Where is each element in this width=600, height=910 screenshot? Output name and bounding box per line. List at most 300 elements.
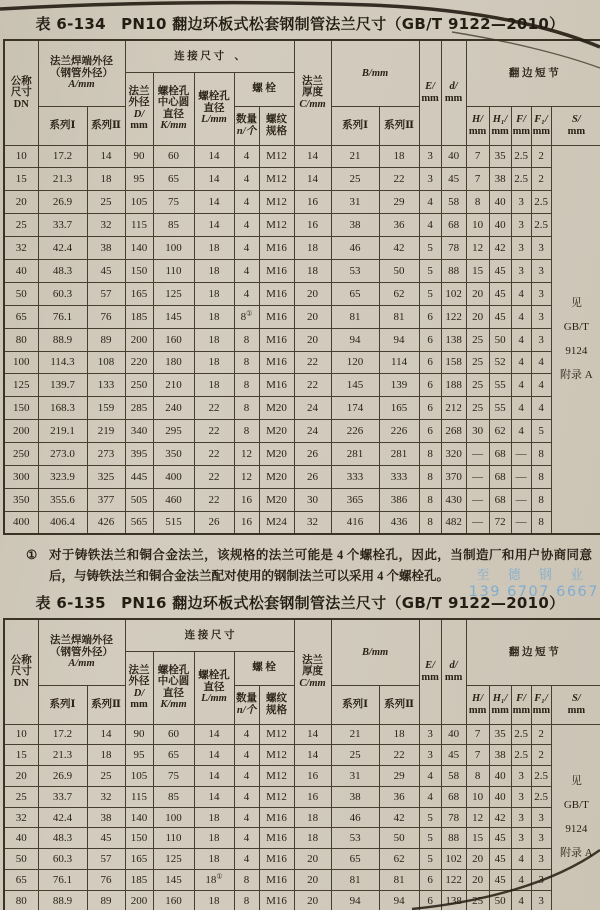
cell: 8: [419, 465, 441, 488]
column-header: 系列Ⅰ: [331, 685, 379, 724]
cell: M12: [259, 191, 294, 214]
cell: 40: [4, 259, 38, 282]
cell: 333: [379, 465, 419, 488]
table-row-dn-20: [4, 191, 600, 214]
cell: M12: [259, 145, 294, 168]
cell: 2.5: [531, 191, 551, 214]
cell: 4: [419, 214, 441, 237]
cell: 226: [379, 420, 419, 443]
cell: 60: [153, 724, 194, 745]
cell: 138: [441, 890, 466, 910]
cell: 4: [511, 890, 531, 910]
cell: 29: [379, 191, 419, 214]
cell: 48.3: [38, 259, 87, 282]
cell: —: [511, 443, 531, 466]
cell: 565: [125, 511, 153, 534]
cell: 22: [379, 745, 419, 766]
column-header: H₁/ mm: [489, 685, 511, 724]
column-header: H₁/ mm: [489, 106, 511, 145]
cell: 26: [194, 511, 234, 534]
cell: 18: [194, 282, 234, 305]
table-row-dn-150: [4, 397, 600, 420]
cell: 21: [331, 724, 379, 745]
cell: 416: [331, 511, 379, 534]
cell: 50: [379, 259, 419, 282]
cell: 68: [441, 786, 466, 807]
cell: 2: [531, 145, 551, 168]
cell: M12: [259, 724, 294, 745]
cell: 30: [294, 488, 331, 511]
cell: 25: [4, 786, 38, 807]
cell: 7: [466, 145, 489, 168]
cell: 81: [331, 305, 379, 328]
column-header: 法兰 厚度 C/mm: [294, 40, 331, 145]
cell: 25: [331, 745, 379, 766]
cell: 14: [194, 168, 234, 191]
cell: 76: [87, 305, 125, 328]
cell: 386: [379, 488, 419, 511]
cell: 4: [234, 214, 259, 237]
cell: 57: [87, 849, 125, 870]
column-header: 螺栓孔 中心圆 直径 K/mm: [153, 72, 194, 145]
column-header: 公称 尺寸 DN: [4, 619, 38, 724]
cell: 18: [194, 890, 234, 910]
cell: 60.3: [38, 282, 87, 305]
cell: 340: [125, 420, 153, 443]
table-row-dn-300: [4, 465, 600, 488]
cell: —: [466, 488, 489, 511]
table-row-dn-200: [4, 420, 600, 443]
cell: 3: [531, 828, 551, 849]
cell: 15: [4, 168, 38, 191]
cell: M12: [259, 745, 294, 766]
cell: 3: [531, 870, 551, 891]
cell: 40: [489, 214, 511, 237]
cell: 18: [294, 828, 331, 849]
column-header: 螺 栓: [234, 72, 294, 106]
cell: 45: [87, 259, 125, 282]
cell: 31: [331, 766, 379, 787]
cell: 8: [234, 870, 259, 891]
cell: 4: [531, 351, 551, 374]
cell: 4: [419, 191, 441, 214]
cell: 4: [511, 870, 531, 891]
cell: 18: [194, 374, 234, 397]
cell: 50: [379, 828, 419, 849]
cell: M16: [259, 807, 294, 828]
cell: 42: [379, 807, 419, 828]
cell: 2: [531, 168, 551, 191]
cell: 3: [511, 786, 531, 807]
column-header: H/ mm: [466, 106, 489, 145]
table-row-dn-50: [4, 282, 600, 305]
cell: M16: [259, 328, 294, 351]
column-header: E/ mm: [419, 619, 441, 724]
cell: 100: [153, 807, 194, 828]
cell: 2.5: [531, 766, 551, 787]
cell: 22: [194, 443, 234, 466]
cell: 400: [4, 511, 38, 534]
footnote-marker: ①: [26, 548, 38, 562]
cell: 185: [125, 870, 153, 891]
cell: 81: [331, 870, 379, 891]
cell: 18: [194, 828, 234, 849]
cell: M12: [259, 214, 294, 237]
cell: 210: [153, 374, 194, 397]
cell: 3: [531, 328, 551, 351]
cell: 2.5: [531, 214, 551, 237]
cell: 36: [379, 786, 419, 807]
cell: 158: [441, 351, 466, 374]
cell: 94: [331, 890, 379, 910]
cell: 14: [294, 145, 331, 168]
cell: 40: [441, 145, 466, 168]
cell: 16: [294, 191, 331, 214]
cell: 400: [153, 465, 194, 488]
cell: 110: [153, 259, 194, 282]
cell: 7: [466, 168, 489, 191]
cell: 3: [531, 259, 551, 282]
cell: 95: [125, 168, 153, 191]
table-row-dn-15: [4, 168, 600, 191]
cell: 7: [466, 724, 489, 745]
cell: 20: [294, 282, 331, 305]
cell: 8: [234, 420, 259, 443]
cell: 165: [125, 849, 153, 870]
cell: —: [511, 511, 531, 534]
cell: 18: [87, 745, 125, 766]
cell: 3: [511, 191, 531, 214]
cell: 355.6: [38, 488, 87, 511]
cell: 18: [294, 807, 331, 828]
cell: 188: [441, 374, 466, 397]
cell: 120: [331, 351, 379, 374]
cell: 22: [379, 168, 419, 191]
cell: 8: [531, 443, 551, 466]
cell: 32: [87, 786, 125, 807]
cell: 26.9: [38, 191, 87, 214]
table-row-dn-80: [4, 328, 600, 351]
cell: 325: [87, 465, 125, 488]
cell: 4: [234, 282, 259, 305]
cell: 38: [489, 168, 511, 191]
cell: 88.9: [38, 328, 87, 351]
cell: 53: [331, 828, 379, 849]
cell: 140: [125, 237, 153, 260]
cell: 55: [489, 397, 511, 420]
cell: 8: [234, 328, 259, 351]
cell: 18: [294, 237, 331, 260]
cell: 125: [153, 282, 194, 305]
cell: 6: [419, 890, 441, 910]
cell: 32: [87, 214, 125, 237]
cell: 29: [379, 766, 419, 787]
cell: 25: [466, 328, 489, 351]
column-header: 螺 栓: [234, 651, 294, 685]
cell: 3: [419, 168, 441, 191]
cell: 45: [87, 828, 125, 849]
cell: 6: [419, 374, 441, 397]
cell: 482: [441, 511, 466, 534]
column-header: 螺纹 规格: [259, 685, 294, 724]
cell: 14: [87, 724, 125, 745]
column-header: 公称 尺寸 DN: [4, 40, 38, 145]
cell: 114: [379, 351, 419, 374]
cell: 18: [194, 237, 234, 260]
cell: —: [466, 465, 489, 488]
cell: 200: [4, 420, 38, 443]
cell: 180: [153, 351, 194, 374]
cell: 68: [489, 443, 511, 466]
cell: 430: [441, 488, 466, 511]
cell: 88: [441, 259, 466, 282]
cell: 4: [511, 328, 531, 351]
cell: 30: [466, 420, 489, 443]
cell: 65: [4, 870, 38, 891]
cell: 4: [234, 259, 259, 282]
cell: 8: [531, 511, 551, 534]
cell: 333: [331, 465, 379, 488]
cell: 150: [4, 397, 38, 420]
cell: 4: [234, 168, 259, 191]
table1-title: 表 6-134 PN10 翻边环板式松套钢制管法兰尺寸（GB/T 9122—2010）: [35, 15, 565, 33]
cell: 94: [331, 328, 379, 351]
cell: 226: [331, 420, 379, 443]
cell: 3: [511, 237, 531, 260]
cell: 58: [441, 191, 466, 214]
cell: 10: [466, 786, 489, 807]
cell: 2: [531, 724, 551, 745]
cell: 80: [4, 328, 38, 351]
cell: 160: [153, 890, 194, 910]
cell: 4: [511, 305, 531, 328]
cell: 18: [379, 145, 419, 168]
cell: 14: [87, 145, 125, 168]
cell: 8: [234, 351, 259, 374]
cell: 18: [194, 849, 234, 870]
cell: 68: [441, 214, 466, 237]
cell: 35: [489, 724, 511, 745]
cell: 4: [511, 397, 531, 420]
cell: 3: [531, 890, 551, 910]
cell: 52: [489, 351, 511, 374]
cell: 65: [4, 305, 38, 328]
cell: M16: [259, 870, 294, 891]
cell: 105: [125, 191, 153, 214]
cell: 60: [153, 145, 194, 168]
cell: 18①: [194, 870, 234, 891]
cell: 212: [441, 397, 466, 420]
cell: 5: [531, 420, 551, 443]
column-header: F/ mm: [511, 106, 531, 145]
cell: 4: [234, 786, 259, 807]
table-row-dn-25: [4, 786, 600, 807]
cell: 159: [87, 397, 125, 420]
cell: 15: [466, 828, 489, 849]
cell: 3: [531, 305, 551, 328]
s-column-note: 见 GB/T 9124 附录 A: [551, 724, 600, 910]
cell: 16: [234, 488, 259, 511]
cell: 114.3: [38, 351, 87, 374]
cell: 55: [489, 374, 511, 397]
cell: 88: [441, 828, 466, 849]
cell: 6: [419, 397, 441, 420]
table-row-dn-40: [4, 828, 600, 849]
cell: 350: [4, 488, 38, 511]
cell: 100: [153, 237, 194, 260]
cell: 25: [87, 191, 125, 214]
cell: 22: [194, 465, 234, 488]
cell: 281: [331, 443, 379, 466]
cell: 4: [511, 420, 531, 443]
cell: 125: [153, 849, 194, 870]
cell: 18: [194, 807, 234, 828]
cell: M24: [259, 511, 294, 534]
cell: 20: [294, 305, 331, 328]
column-header: 系列Ⅰ: [331, 106, 379, 145]
cell: 89: [87, 328, 125, 351]
cell: 240: [153, 397, 194, 420]
cell: 139.7: [38, 374, 87, 397]
cell: 15: [466, 259, 489, 282]
table-row-dn-32: [4, 807, 600, 828]
column-header: S/ mm: [551, 685, 600, 724]
cell: 65: [153, 745, 194, 766]
cell: 285: [125, 397, 153, 420]
cell: M12: [259, 168, 294, 191]
cell: 273: [87, 443, 125, 466]
cell: 14: [294, 168, 331, 191]
cell: 515: [153, 511, 194, 534]
cell: 3: [419, 745, 441, 766]
cell: 57: [87, 282, 125, 305]
cell: 40: [4, 828, 38, 849]
cell: 185: [125, 305, 153, 328]
cell: M16: [259, 305, 294, 328]
cell: 15: [4, 745, 38, 766]
cell: 94: [379, 890, 419, 910]
cell: 8: [234, 374, 259, 397]
cell: 22: [194, 488, 234, 511]
cell: 220: [125, 351, 153, 374]
column-header: 系列Ⅱ: [379, 106, 419, 145]
cell: 65: [153, 168, 194, 191]
table-row-dn-65: [4, 305, 600, 328]
cell: M16: [259, 890, 294, 910]
cell: 60.3: [38, 849, 87, 870]
cell: M16: [259, 849, 294, 870]
column-header: 系列Ⅱ: [87, 685, 125, 724]
cell: 17.2: [38, 724, 87, 745]
cell: M16: [259, 282, 294, 305]
column-header: F/ mm: [511, 685, 531, 724]
cell: 395: [125, 443, 153, 466]
cell: 4: [234, 849, 259, 870]
cell: 139: [379, 374, 419, 397]
cell: 3: [511, 214, 531, 237]
cell: 68: [489, 465, 511, 488]
column-header: B/mm: [331, 619, 419, 685]
cell: 20: [466, 849, 489, 870]
column-header: 系列Ⅱ: [379, 685, 419, 724]
cell: 102: [441, 282, 466, 305]
cell: 20: [466, 870, 489, 891]
cell: 219.1: [38, 420, 87, 443]
cell: 20: [294, 328, 331, 351]
cell: 50: [4, 282, 38, 305]
cell: 8: [419, 488, 441, 511]
cell: 5: [419, 828, 441, 849]
table-row-dn-10: [4, 145, 600, 168]
cell: 10: [4, 145, 38, 168]
cell: 35: [489, 145, 511, 168]
cell: 2: [531, 745, 551, 766]
cell: 20: [4, 191, 38, 214]
cell: 62: [489, 420, 511, 443]
cell: 62: [379, 282, 419, 305]
table-row-dn-125: [4, 374, 600, 397]
cell: 40: [489, 191, 511, 214]
cell: 100: [4, 351, 38, 374]
table-6-134-pn10: [3, 39, 600, 535]
cell: 90: [125, 724, 153, 745]
table2-container: [3, 618, 600, 910]
cell: 62: [379, 849, 419, 870]
table-row-dn-25: [4, 214, 600, 237]
cell: 8: [466, 191, 489, 214]
cell: 20: [4, 766, 38, 787]
column-header: 法兰 厚度 C/mm: [294, 619, 331, 724]
cell: 14: [294, 745, 331, 766]
column-header: B/mm: [331, 40, 419, 106]
cell: 40: [489, 766, 511, 787]
cell: 8: [531, 488, 551, 511]
cell: 8: [234, 890, 259, 910]
cell: 115: [125, 214, 153, 237]
cell: 25: [331, 168, 379, 191]
cell: 3: [511, 828, 531, 849]
cell: 38: [489, 745, 511, 766]
cell: 45: [489, 849, 511, 870]
cell: 115: [125, 786, 153, 807]
cell: 88.9: [38, 890, 87, 910]
cell: 22: [294, 374, 331, 397]
cell: 78: [441, 237, 466, 260]
cell: 295: [153, 420, 194, 443]
table-row-dn-80: [4, 890, 600, 910]
cell: 6: [419, 351, 441, 374]
cell: 18: [87, 168, 125, 191]
cell: 2.5: [531, 786, 551, 807]
cell: 377: [87, 488, 125, 511]
cell: 133: [87, 374, 125, 397]
cell: 200: [125, 890, 153, 910]
cell: 68: [489, 488, 511, 511]
column-header: H/ mm: [466, 685, 489, 724]
cell: 12: [234, 443, 259, 466]
cell: 165: [125, 282, 153, 305]
cell: 46: [331, 807, 379, 828]
cell: —: [511, 488, 531, 511]
cell: M20: [259, 397, 294, 420]
cell: 14: [194, 786, 234, 807]
cell: M12: [259, 786, 294, 807]
cell: 3: [531, 237, 551, 260]
cell: 38: [87, 807, 125, 828]
cell: 426: [87, 511, 125, 534]
column-header: 螺纹 规格: [259, 106, 294, 145]
table2-title: 表 6-135 PN16 翻边环板式松套钢制管法兰尺寸（GB/T 9122—2010）: [35, 594, 565, 612]
